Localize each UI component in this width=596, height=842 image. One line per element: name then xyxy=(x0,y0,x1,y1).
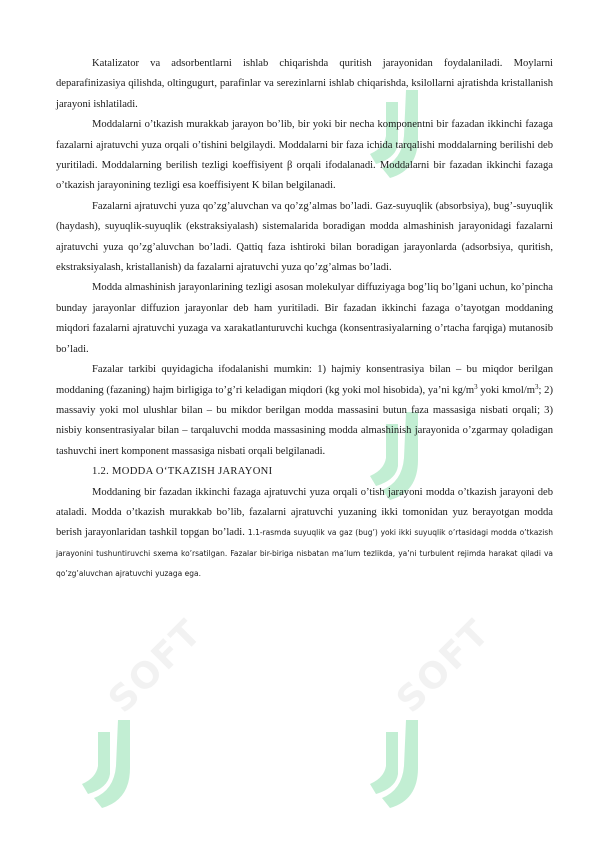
paragraph: Modda almashinish jarayonlarining tezligi asosan molekulyar diffuziyaga bog’liq bo’lgani uchun, ko’pincha bunday jarayonlar diffuzion jarayonlar deb ham yuritiladi. Bir fazadan ikkinchi fazaga o’tayotgan moddaning miqdori fazalarni ajratuvchi yuzaga va xarakatlanturuvchi kuchga (konsentrasiyalarning o’rtacha farqiga) mutanosib bo’ladi. xyxy=(56,282,553,355)
paragraph xyxy=(56,360,553,462)
paragraph xyxy=(56,483,553,585)
paragraph: Katalizator va adsorbentlarni ishlab chiqarishda quritish jarayonidan foydalaniladi. Moylarni deparafinizasiya qilishda, oltingugurt, parafinlar va serezinlarni ishlab chiqarishda, ksilollarni ajratishda kristallanish jarayoni ishlatiladi. xyxy=(56,58,553,110)
watermark-text: SOFT xyxy=(389,611,499,721)
paragraph: Moddalarni o’tkazish murakkab jarayon bo’lib, bir yoki bir necha komponentni bir fazadan ikkinchi fazaga fazalarni ajratuvchi yuza orqali o’tishini belgilaydi. Moddalarni bir faza ichida tarqalishi moddalarning berilishi deb yuritiladi. Moddalarning berilish tezligi koeffisiyent β orqali ifodalanadi. Moddalarni bir fazadan ikkinchi fazaga o’tkazish jarayonining tezligi esa koeffisiyent K bilan belgilanadi. xyxy=(56,119,553,192)
section-heading: 1.2. MODDA O‘TKAZISH JARAYONI xyxy=(92,466,273,478)
document-body xyxy=(56,54,553,585)
watermark-logo xyxy=(80,611,220,830)
watermark-logo-icon xyxy=(80,718,138,813)
watermark-logo-icon xyxy=(368,718,426,813)
paragraph-text: Fazalar tarkibi quyidagicha ifodalanishi mumkin: 1) hajmiy konsentrasiya bilan – bu miqdor berilgan moddaning (fazaning) hajm birligiga to’g’ri keladigan miqdori (kg yoki mol hisobida), ya’ni kg/m xyxy=(56,364,553,396)
watermark-text: SOFT xyxy=(101,611,211,721)
paragraph-text: yoki kmol/m xyxy=(477,384,535,396)
paragraph: Fazalarni ajratuvchi yuza qo’zg’aluvchan va qo’zg’almas bo’ladi. Gaz-suyuqlik (absorbsiya), bug’-suyuqlik (haydash), suyuqlik-suyuqlik (ekstraksiyalash) sistemalarida boradigan modda almashinish jarayonidagi fazalarni ajratuvchi yuza qo’zg’aluvchan bo’ladi. Qattiq faza ishtiroki bilan boradigan jarayonlarda (adsorbsiya, quritish, ekstraksiyalash, kristallanish) da fazalarni ajratuvchi yuza qo’zg’almas bo’ladi. xyxy=(56,200,553,274)
watermark-logo xyxy=(368,611,508,830)
paragraph-text: Moddaning bir fazadan ikkinchi fazaga ajratuvchi yuza orqali o’tish jarayoni modda o’tkazish jarayoni deb ataladi. Modda o’tkazish murakkab bo’lib, fazalarni ajratuvchi yuzaning ikki tomonidan yuz berayotgan modda berish jarayonlaridan tashkil topgan bo’ladi. xyxy=(56,486,553,539)
superscript: 3 xyxy=(474,382,478,391)
paragraph-text-small: 1.1-rasmda suyuqlik va gaz (bug’) yoki ikki suyuqlik o’rtasidagi modda o’tkazish jarayonini tushuntiruvchi sxema ko’rsatilgan. Fazalar bir-biriga nisbatan ma’lum tezlikda, ya’ni turbulent rejimda harakat qiladi va qo’zg’aluvchan ajratuvchi yuzaga ega. xyxy=(56,528,553,579)
paragraph-text: ; 2) massaviy yoki mol ulushlar bilan – bu mikdor berilgan modda massasini butun faza massasiga nisbati orqali; 3) nisbiy konsentrasiyalar bilan – tarqaluvchi modda massasining modda almashinish jarayonida o’zgarmay qoladigan tashuvchi inert komponent massasiga nisbati orqali belgilanadi. xyxy=(56,384,553,457)
superscript: 3 xyxy=(534,382,539,391)
